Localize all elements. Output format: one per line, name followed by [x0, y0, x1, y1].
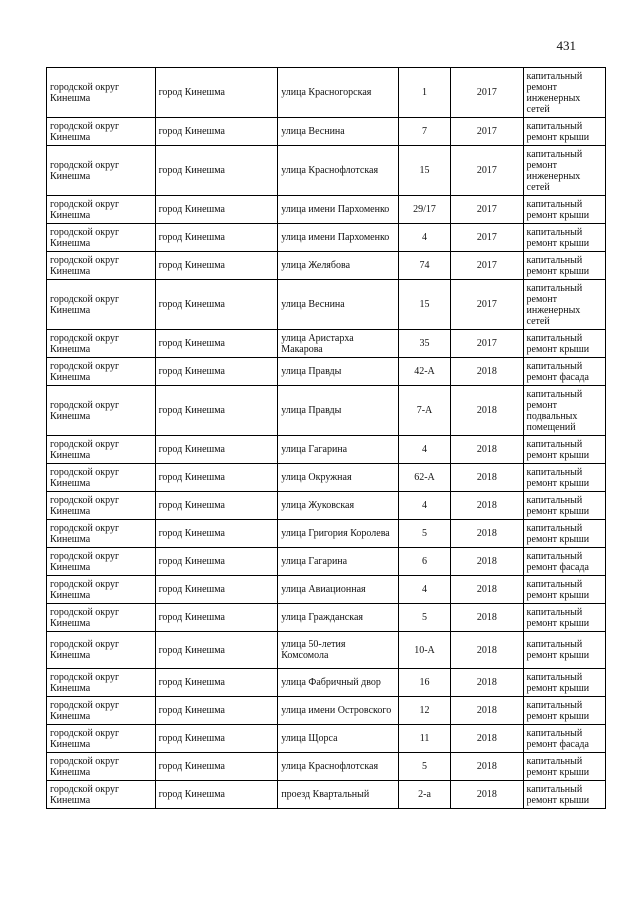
year-cell: 2018	[451, 669, 523, 697]
year-cell: 2018	[451, 697, 523, 725]
settlement-cell: город Кинешма	[155, 68, 278, 118]
municipality-cell: городской округ Кинешма	[47, 436, 156, 464]
settlement-cell: город Кинешма	[155, 725, 278, 753]
settlement-cell: город Кинешма	[155, 464, 278, 492]
municipality-cell: городской округ Кинешма	[47, 604, 156, 632]
house-number-cell: 5	[398, 520, 450, 548]
street-cell: улица Красногорская	[278, 68, 399, 118]
house-number-cell: 15	[398, 146, 450, 196]
street-cell: улица Правды	[278, 358, 399, 386]
table-row	[47, 697, 606, 725]
house-number-cell: 7-А	[398, 386, 450, 436]
table-row	[47, 548, 606, 576]
table-row	[47, 224, 606, 252]
work-type-cell: капитальный ремонт крыши	[523, 697, 605, 725]
work-type-cell: капитальный ремонт крыши	[523, 224, 605, 252]
municipality-cell: городской округ Кинешма	[47, 358, 156, 386]
municipality-cell: городской округ Кинешма	[47, 697, 156, 725]
table-row	[47, 781, 606, 809]
year-cell: 2018	[451, 358, 523, 386]
house-number-cell: 5	[398, 753, 450, 781]
page-number: 431	[556, 38, 576, 53]
work-type-cell: капитальный ремонт крыши	[523, 576, 605, 604]
year-cell: 2017	[451, 224, 523, 252]
table-row	[47, 604, 606, 632]
municipality-cell: городской округ Кинешма	[47, 280, 156, 330]
municipality-cell: городской округ Кинешма	[47, 520, 156, 548]
work-type-cell: капитальный ремонт крыши	[523, 330, 605, 358]
work-type-cell: капитальный ремонт крыши	[523, 252, 605, 280]
street-cell: улица Желябова	[278, 252, 399, 280]
work-type-cell: капитальный ремонт инженерных сетей	[523, 146, 605, 196]
year-cell: 2018	[451, 632, 523, 669]
house-number-cell: 12	[398, 697, 450, 725]
municipality-cell: городской округ Кинешма	[47, 330, 156, 358]
table-row	[47, 436, 606, 464]
municipality-cell: городской округ Кинешма	[47, 386, 156, 436]
house-number-cell: 4	[398, 224, 450, 252]
table-row	[47, 68, 606, 118]
table-row	[47, 280, 606, 330]
year-cell: 2018	[451, 492, 523, 520]
table-row	[47, 118, 606, 146]
year-cell: 2018	[451, 464, 523, 492]
settlement-cell: город Кинешма	[155, 196, 278, 224]
municipality-cell: городской округ Кинешма	[47, 492, 156, 520]
street-cell: улица 50-летия Комсомола	[278, 632, 399, 669]
municipality-cell: городской округ Кинешма	[47, 632, 156, 669]
year-cell: 2017	[451, 280, 523, 330]
street-cell: улица Гагарина	[278, 548, 399, 576]
settlement-cell: город Кинешма	[155, 436, 278, 464]
settlement-cell: город Кинешма	[155, 781, 278, 809]
settlement-cell: город Кинешма	[155, 604, 278, 632]
year-cell: 2018	[451, 781, 523, 809]
settlement-cell: город Кинешма	[155, 386, 278, 436]
settlement-cell: город Кинешма	[155, 632, 278, 669]
street-cell: улица имени Пархоменко	[278, 196, 399, 224]
street-cell: улица Веснина	[278, 280, 399, 330]
municipality-cell: городской округ Кинешма	[47, 725, 156, 753]
municipality-cell: городской округ Кинешма	[47, 548, 156, 576]
work-type-cell: капитальный ремонт крыши	[523, 632, 605, 669]
settlement-cell: город Кинешма	[155, 252, 278, 280]
house-number-cell: 35	[398, 330, 450, 358]
municipality-cell: городской округ Кинешма	[47, 146, 156, 196]
settlement-cell: город Кинешма	[155, 358, 278, 386]
house-number-cell: 2-а	[398, 781, 450, 809]
settlement-cell: город Кинешма	[155, 753, 278, 781]
house-number-cell: 10-А	[398, 632, 450, 669]
house-number-cell: 15	[398, 280, 450, 330]
work-type-cell: капитальный ремонт фасада	[523, 548, 605, 576]
street-cell: улица Щорса	[278, 725, 399, 753]
table-row	[47, 669, 606, 697]
street-cell: проезд Квартальный	[278, 781, 399, 809]
year-cell: 2018	[451, 520, 523, 548]
work-type-cell: капитальный ремонт крыши	[523, 520, 605, 548]
work-type-cell: капитальный ремонт подвальных помещений	[523, 386, 605, 436]
year-cell: 2018	[451, 604, 523, 632]
municipality-cell: городской округ Кинешма	[47, 68, 156, 118]
municipality-cell: городской округ Кинешма	[47, 576, 156, 604]
street-cell: улица Григория Королева	[278, 520, 399, 548]
table-row	[47, 386, 606, 436]
street-cell: улица Правды	[278, 386, 399, 436]
street-cell: улица Аристарха Макарова	[278, 330, 399, 358]
street-cell: улица Жуковская	[278, 492, 399, 520]
street-cell: улица Авиационная	[278, 576, 399, 604]
year-cell: 2018	[451, 576, 523, 604]
house-number-cell: 74	[398, 252, 450, 280]
work-type-cell: капитальный ремонт крыши	[523, 669, 605, 697]
table-row	[47, 576, 606, 604]
table-row	[47, 196, 606, 224]
municipality-cell: городской округ Кинешма	[47, 118, 156, 146]
house-number-cell: 11	[398, 725, 450, 753]
year-cell: 2017	[451, 146, 523, 196]
settlement-cell: город Кинешма	[155, 330, 278, 358]
settlement-cell: город Кинешма	[155, 520, 278, 548]
work-type-cell: капитальный ремонт фасада	[523, 725, 605, 753]
table-row	[47, 330, 606, 358]
registry-table-body	[47, 68, 606, 809]
house-number-cell: 42-А	[398, 358, 450, 386]
work-type-cell: капитальный ремонт крыши	[523, 604, 605, 632]
year-cell: 2018	[451, 548, 523, 576]
year-cell: 2017	[451, 118, 523, 146]
table-row	[47, 725, 606, 753]
street-cell: улица Краснофлотская	[278, 753, 399, 781]
settlement-cell: город Кинешма	[155, 576, 278, 604]
table-row	[47, 632, 606, 669]
street-cell: улица имени Островского	[278, 697, 399, 725]
year-cell: 2018	[451, 436, 523, 464]
house-number-cell: 4	[398, 492, 450, 520]
house-number-cell: 4	[398, 436, 450, 464]
municipality-cell: городской округ Кинешма	[47, 196, 156, 224]
settlement-cell: город Кинешма	[155, 492, 278, 520]
municipality-cell: городской округ Кинешма	[47, 753, 156, 781]
municipality-cell: городской округ Кинешма	[47, 781, 156, 809]
table-row	[47, 520, 606, 548]
table-row	[47, 252, 606, 280]
work-type-cell: капитальный ремонт крыши	[523, 196, 605, 224]
street-cell: улица Окружная	[278, 464, 399, 492]
house-number-cell: 7	[398, 118, 450, 146]
work-type-cell: капитальный ремонт инженерных сетей	[523, 280, 605, 330]
house-number-cell: 62-А	[398, 464, 450, 492]
settlement-cell: город Кинешма	[155, 224, 278, 252]
work-type-cell: капитальный ремонт фасада	[523, 358, 605, 386]
house-number-cell: 4	[398, 576, 450, 604]
year-cell: 2017	[451, 196, 523, 224]
settlement-cell: город Кинешма	[155, 548, 278, 576]
work-type-cell: капитальный ремонт крыши	[523, 436, 605, 464]
street-cell: улица Фабричный двор	[278, 669, 399, 697]
house-number-cell: 16	[398, 669, 450, 697]
street-cell: улица имени Пархоменко	[278, 224, 399, 252]
settlement-cell: город Кинешма	[155, 118, 278, 146]
work-type-cell: капитальный ремонт крыши	[523, 464, 605, 492]
work-type-cell: капитальный ремонт крыши	[523, 781, 605, 809]
repair-registry-table	[46, 67, 606, 809]
municipality-cell: городской округ Кинешма	[47, 464, 156, 492]
house-number-cell: 1	[398, 68, 450, 118]
work-type-cell: капитальный ремонт крыши	[523, 118, 605, 146]
table-row	[47, 358, 606, 386]
settlement-cell: город Кинешма	[155, 669, 278, 697]
work-type-cell: капитальный ремонт крыши	[523, 492, 605, 520]
settlement-cell: город Кинешма	[155, 280, 278, 330]
table-row	[47, 492, 606, 520]
street-cell: улица Краснофлотская	[278, 146, 399, 196]
year-cell: 2017	[451, 68, 523, 118]
municipality-cell: городской округ Кинешма	[47, 224, 156, 252]
house-number-cell: 29/17	[398, 196, 450, 224]
municipality-cell: городской округ Кинешма	[47, 669, 156, 697]
year-cell: 2018	[451, 725, 523, 753]
street-cell: улица Веснина	[278, 118, 399, 146]
street-cell: улица Гагарина	[278, 436, 399, 464]
table-row	[47, 464, 606, 492]
table-row	[47, 146, 606, 196]
table-row	[47, 753, 606, 781]
year-cell: 2017	[451, 252, 523, 280]
settlement-cell: город Кинешма	[155, 697, 278, 725]
house-number-cell: 5	[398, 604, 450, 632]
municipality-cell: городской округ Кинешма	[47, 252, 156, 280]
work-type-cell: капитальный ремонт крыши	[523, 753, 605, 781]
settlement-cell: город Кинешма	[155, 146, 278, 196]
house-number-cell: 6	[398, 548, 450, 576]
year-cell: 2017	[451, 330, 523, 358]
year-cell: 2018	[451, 386, 523, 436]
year-cell: 2018	[451, 753, 523, 781]
work-type-cell: капитальный ремонт инженерных сетей	[523, 68, 605, 118]
street-cell: улица Гражданская	[278, 604, 399, 632]
